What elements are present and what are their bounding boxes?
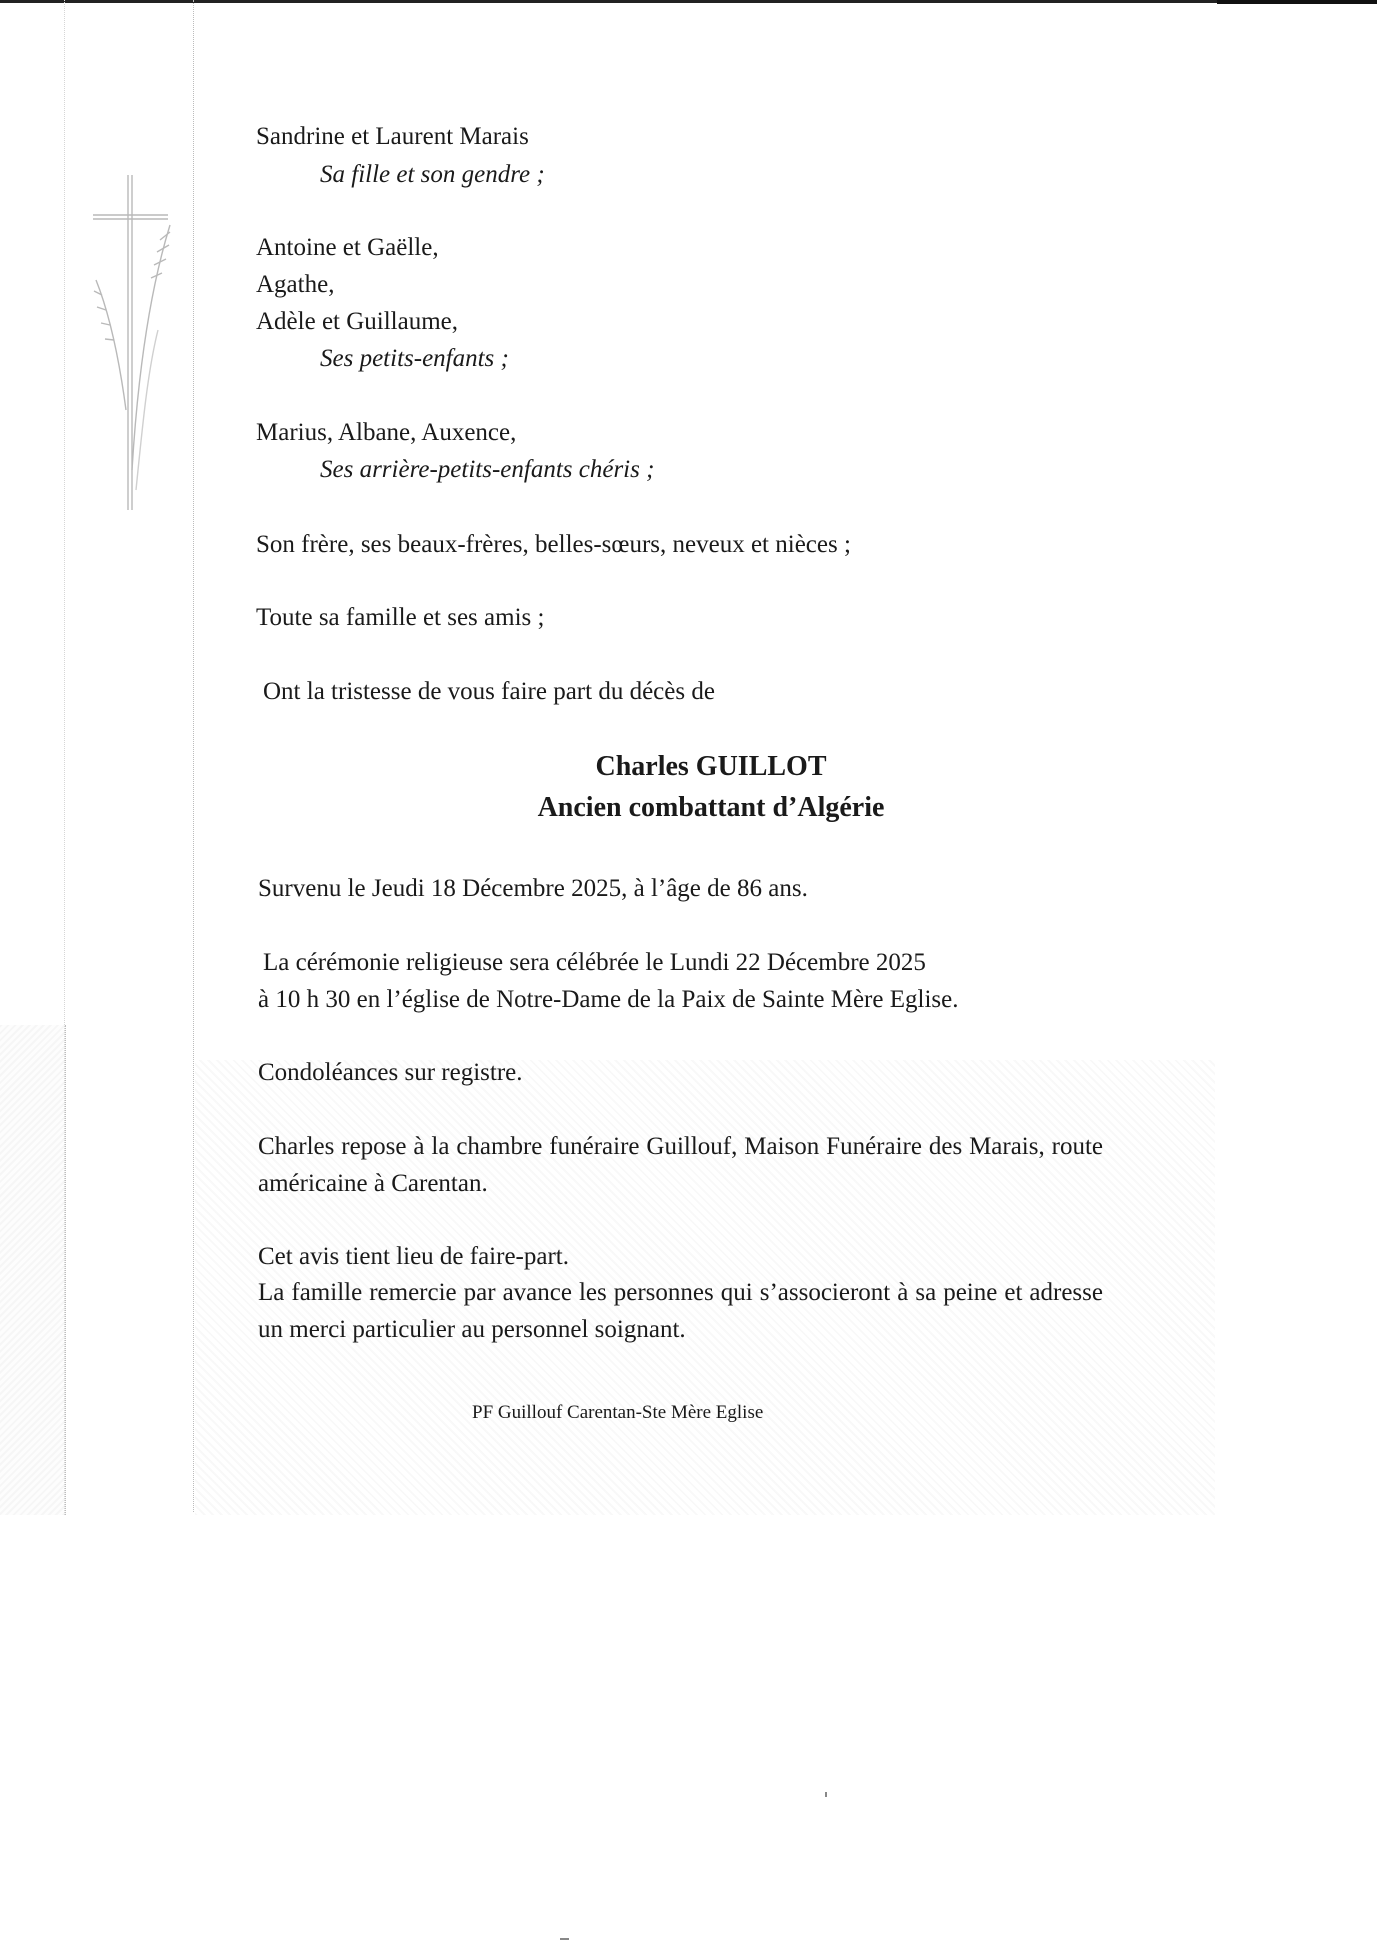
top-right-scan-edge xyxy=(1217,0,1377,4)
funeral-home-signature: PF Guillouf Carentan-Ste Mère Eglise xyxy=(472,1402,764,1423)
rest-paragraph: Charles repose à la chambre funéraire Guillouf, Maison Funéraire des Marais, route américaine à Carentan. xyxy=(258,1133,1103,1197)
grandchild-line: Adèle et Guillaume, xyxy=(256,308,459,335)
notice-line: Cet avis tient lieu de faire-part. xyxy=(258,1243,569,1270)
left-scan-texture xyxy=(0,1025,66,1515)
great-grandchildren-role: Ses arrière-petits-enfants chéris ; xyxy=(320,456,655,483)
ceremony-line-2: à 10 h 30 en l’église de Notre-Dame de la Paix de Sainte Mère Eglise. xyxy=(258,986,959,1013)
grandchild-line: Agathe, xyxy=(256,271,335,298)
top-scan-edge xyxy=(0,0,1377,3)
daughter-names: Sandrine et Laurent Marais xyxy=(256,123,529,150)
ceremony-line-1: La cérémonie religieuse sera célébrée le Lundi 22 Décembre 2025 xyxy=(263,949,926,976)
great-grandchildren-names: Marius, Albane, Auxence, xyxy=(256,419,517,446)
siblings-line: Son frère, ses beaux-frères, belles-sœurs, neveux et nièces ; xyxy=(256,531,851,558)
friends-line: Toute sa famille et ses amis ; xyxy=(256,604,545,631)
cross-icon xyxy=(88,170,198,530)
grandchild-line: Antoine et Gaëlle, xyxy=(256,234,439,261)
thanks-paragraph: La famille remercie par avance les personnes qui s’associeront à sa peine et adresse un merci particulier au personnel soignant. xyxy=(258,1279,1103,1343)
deceased-name: Charles GUILLOT xyxy=(595,751,827,782)
daughter-role: Sa fille et son gendre ; xyxy=(320,161,545,188)
death-details: Survenu le Jeudi 18 Décembre 2025, à l’âge de 86 ans. xyxy=(258,875,808,902)
grandchildren-role: Ses petits-enfants ; xyxy=(320,345,509,372)
scan-speck xyxy=(825,1792,827,1797)
deceased-title: Ancien combattant d’Algérie xyxy=(537,792,885,823)
scan-speck xyxy=(560,1938,569,1940)
condolences-line: Condoléances sur registre. xyxy=(258,1059,523,1086)
announcement-line: Ont la tristesse de vous faire part du décès de xyxy=(263,678,715,705)
